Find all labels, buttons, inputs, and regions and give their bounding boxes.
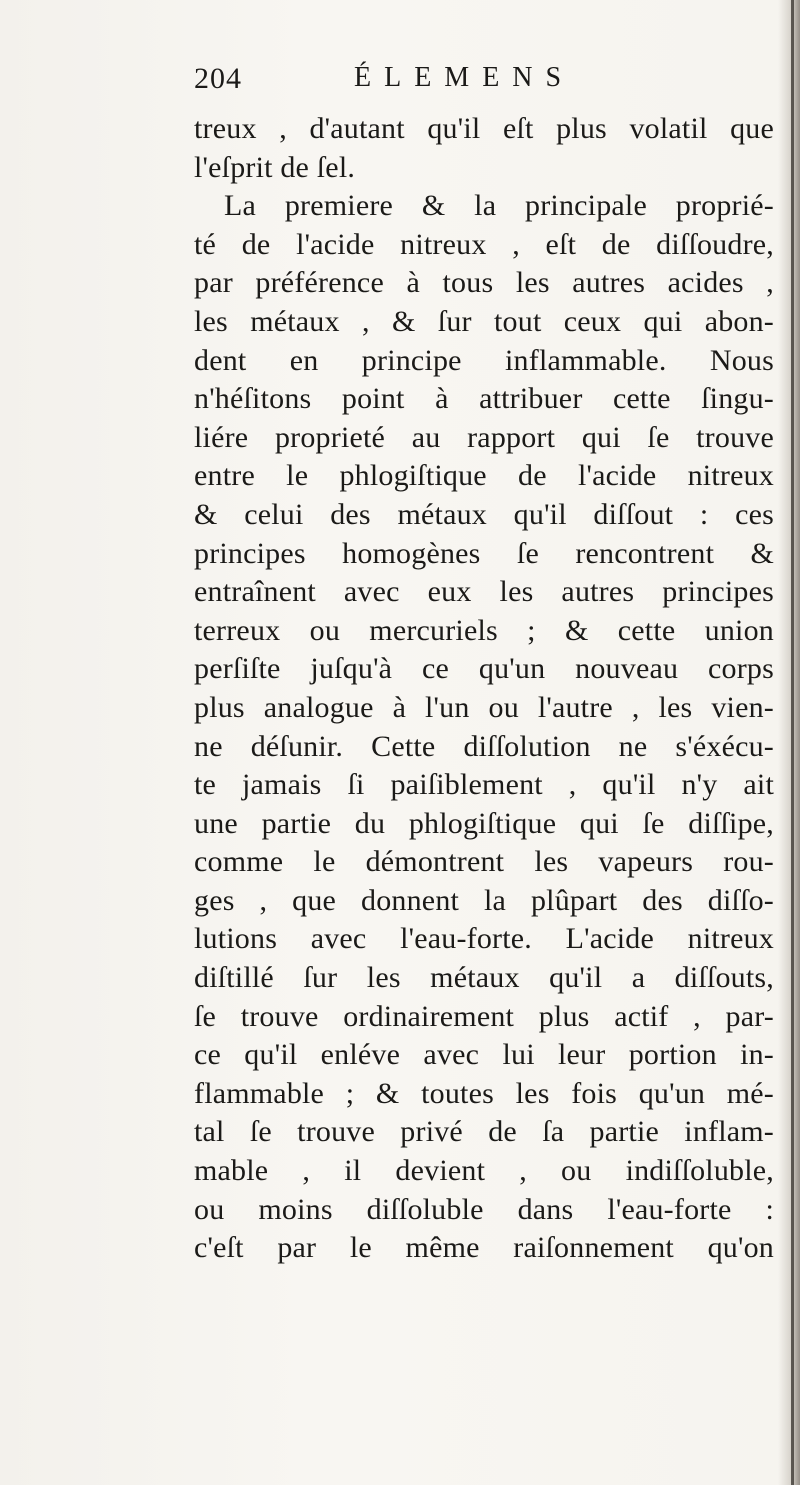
text-line: mable , il devient , ou indiſſoluble, [194, 1154, 774, 1188]
text-line: te jamais ſi paiſiblement , qu'il n'y ait [194, 768, 774, 802]
text-line: l'eſprit de ſel. [194, 150, 356, 184]
text-line: ſe trouve ordinairement plus actif , par- [194, 999, 774, 1033]
text-line: flammable ; & toutes les fois qu'un mé- [194, 1076, 774, 1110]
text-line: par préférence à tous les autres acides , [194, 266, 774, 300]
text-line: une partie du phlogiſtique qui ſe diſſipe, [194, 806, 774, 840]
text-line: perſiſte juſqu'à ce qu'un nouveau corps [194, 652, 774, 686]
page-header [194, 62, 634, 106]
text-line: tal ſe trouve privé de ſa partie inflam- [194, 1115, 774, 1149]
page-edge-shadow [778, 0, 800, 1485]
text-line: ou moins diſſoluble dans l'eau-forte : [194, 1192, 774, 1226]
text-line: ce qu'il enléve avec lui leur portion in- [194, 1038, 774, 1072]
text-line: dent en principe inflammable. Nous [194, 343, 774, 377]
text-line: entraînent avec eux les autres principes [194, 575, 774, 609]
text-line: té de l'acide nitreux , eſt de diſſoudre, [194, 227, 774, 261]
text-line: comme le démontrent les vapeurs rou- [194, 845, 774, 879]
running-head: ÉLEMENS [354, 62, 575, 93]
text-line: c'eſt par le même raiſonnement qu'on [194, 1231, 774, 1265]
page-number: 204 [194, 62, 242, 95]
text-line: ne déſunir. Cette diſſolution ne s'éxécu- [194, 729, 774, 763]
text-line: principes homogènes ſe rencontrent & [194, 536, 774, 570]
text-line: ges , que donnent la plûpart des diſſo- [194, 883, 774, 917]
text-line: terreux ou mercuriels ; & cette union [194, 613, 774, 647]
text-line: liére proprieté au rapport qui ſe trouve [194, 420, 774, 454]
text-line: & celui des métaux qu'il diſſout : ces [194, 497, 774, 531]
body-text [194, 110, 774, 1268]
text-line: entre le phlogiſtique de l'acide nitreux [194, 459, 774, 493]
text-line: les métaux , & ſur tout ceux qui abon- [194, 304, 774, 338]
text-line: treux , d'autant qu'il eſt plus volatil que [194, 112, 774, 145]
text-line: n'héſitons point à attribuer cette ſingu- [194, 382, 774, 416]
text-line: lutions avec l'eau-forte. L'acide nitreux [194, 922, 774, 956]
page-edge-line [791, 0, 794, 1485]
text-line: plus analogue à l'un ou l'autre , les vien- [194, 690, 774, 724]
text-line: diſtillé ſur les métaux qu'il a diſſouts, [194, 961, 774, 995]
text-line: La premiere & la principale proprié- [224, 189, 774, 223]
